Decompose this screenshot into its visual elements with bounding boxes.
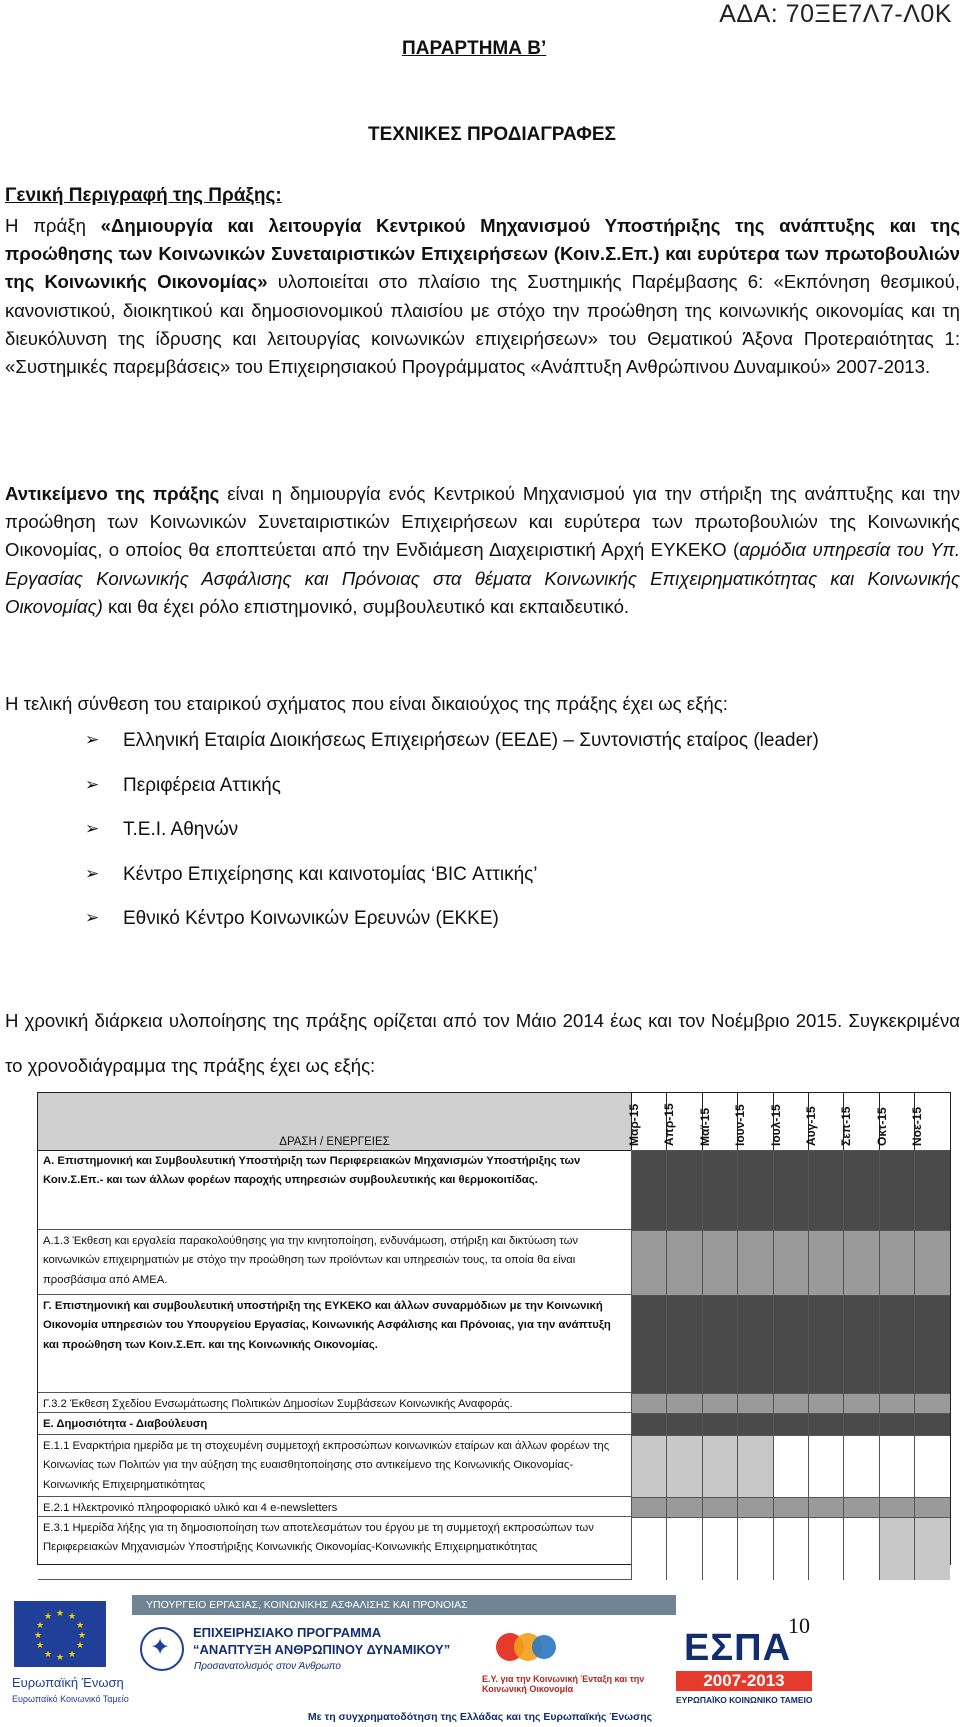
timeline-cell [843,1393,878,1413]
timeline-cell [808,1295,843,1393]
timeline-cell [773,1435,808,1497]
paragraph-duration: Η χρονική διάρκεια υλοποίησης της πράξης ορίζεται από τον Μάιο 2014 έως και τον Νοέμβριο 2015. Συγκεκριμένα το χρονοδιάγραμμα της πράξης έχει ως εξής: [5,1010,960,1076]
annex-title: ΠΑΡΑΡΤΗΜΑ Β’ [402,38,547,59]
actions-header: ΔΡΑΣΗ / ΕΝΕΡΓΕΙΕΣ [279,1136,390,1148]
timeline-cell [702,1295,737,1393]
table-row: Γ. Επιστημονική και συμβουλευτική υποστήριξη της ΕΥΚΕΚΟ και άλλων συναρμόδιων με την Κοινωνική Οικονομία υπηρεσιών του Υπουργείου Εργασίας, Κοινωνικής Ασφάλισης και Πρόνοιας, για την ανάπτυξη και προώθηση των Κοιν.Σ.Επ. και της Κοινωνικής Οικονομίας. [38,1295,631,1393]
timeline-cell [666,1295,701,1393]
cofunding-text: Με τη συγχρηματοδότηση της Ελλάδας και της Ευρωπαϊκής Ένωσης [307,1711,653,1723]
program-tagline: Προσανατολισμός στον Άνθρωπο [194,1661,341,1672]
paragraph-description [5,212,960,381]
arrow-bullet-icon: ➢ [85,863,100,883]
partner-name: Κέντρο Επιχείρησης και καινοτομίας ‘BIC Αττικής’ [123,863,538,885]
objective-label: Αντικείμενο της πράξης [5,483,220,504]
svg-text:★: ★ [75,1621,85,1631]
timeline-cell [666,1497,701,1517]
month-label: Νοε-15 [910,1106,925,1146]
list-item [85,775,819,820]
espa-years: 2007-2013 [676,1671,812,1691]
spec-title: ΤΕΧΝΙΚΕΣ ΠΡΟΔΙΑΓΡΑΦΕΣ [368,124,616,145]
timeline-cell [737,1295,772,1393]
timeline-cell [737,1150,772,1230]
svg-text:★: ★ [67,1612,77,1622]
timeline-cell [914,1230,949,1295]
timeline-cell [843,1230,878,1295]
month-label: Απρ-15 [662,1103,677,1146]
timeline-cell [843,1497,878,1517]
ministry-bar: ΥΠΟΥΡΓΕΙΟ ΕΡΓΑΣΙΑΣ, ΚΟΙΝΩΝΙΚΗΣ ΑΣΦΑΛΙΣΗΣ ΚΑΙ ΠΡΟΝΟΙΑΣ [132,1595,676,1615]
timeline-cell [879,1295,914,1393]
month-label: Σεπ-15 [839,1106,854,1146]
footer [0,1595,960,1727]
timeline-cell [773,1393,808,1413]
month-label: Μαϊ-15 [697,1107,712,1146]
timeline-cell [631,1393,666,1413]
timeline-cell [879,1393,914,1413]
timeline-cell [702,1393,737,1413]
timeline-cell [773,1295,808,1393]
svg-text:★: ★ [33,1631,43,1641]
arrow-bullet-icon: ➢ [85,908,100,927]
table-row: Γ.3.2 Έκθεση Σχεδίου Ενσωμάτωσης Πολιτικών Δημοσίων Συμβάσεων Κοινωνικής Αναφοράς. [38,1393,631,1413]
month-label: Αυγ-15 [804,1106,818,1146]
month-header [910,1093,950,1150]
page-number: 10 [788,1613,810,1638]
paragraph-objective [5,480,960,621]
program-title-1: ΕΠΙΧΕΙΡΗΣΙΑΚΟ ΠΡΟΓΡΑΜΜΑ [193,1625,382,1640]
section-heading: Γενική Περιγραφή της Πράξης: [5,185,282,206]
arrow-bullet-icon: ➢ [85,774,100,794]
timeline-cell [666,1517,701,1580]
timeline-cell [666,1393,701,1413]
timeline-cell [702,1497,737,1517]
compass-logo-icon [140,1627,184,1671]
timeline-cell [702,1435,737,1497]
espa-subtitle: ΕΥΡΩΠΑΪΚΟ ΚΟΙΝΩΝΙΚΟ ΤΑΜΕΙΟ [676,1695,813,1705]
table-row: Α.1.3 Έκθεση και εργαλεία παρακολούθησης για την κινητοποίηση, ενδυνάμωση, στήριξη και δικτύωση των κοινωνικών επιχειρηματιών με στόχο την προώθηση των προϊόντων και υπηρεσιών τους, τα οποία θα είναι προσβάσιμα από ΑΜΕΑ. [38,1230,631,1295]
month-label: Ιουλ-15 [768,1104,783,1146]
ey-logo-icon [490,1625,560,1669]
svg-text:★: ★ [55,1653,65,1663]
timeline-cell [702,1230,737,1295]
timeline-table [37,1092,951,1565]
program-title-2: “ΑΝΑΠΤΥΞΗ ΑΝΘΡΩΠΙΝΟΥ ΔΥΝΑΜΙΚΟΥ” [193,1642,451,1657]
timeline-cell [773,1517,808,1580]
timeline-cell [843,1413,878,1435]
month-label: Μαρ-15 [627,1103,641,1146]
timeline-cell [808,1435,843,1497]
timeline-cell [808,1230,843,1295]
timeline-cell [702,1150,737,1230]
list-item [85,864,819,909]
month-label: Ιουν-15 [733,1104,748,1146]
timeline-cell [737,1435,772,1497]
espa-logo: ΕΣΠΑ [684,1627,792,1669]
timeline-cell [808,1393,843,1413]
timeline-cell [631,1413,666,1435]
timeline-cell [914,1413,949,1435]
timeline-cell [914,1517,949,1580]
timeline-cell [879,1413,914,1435]
month-label: Οκτ-15 [874,1107,889,1146]
svg-text:★: ★ [43,1612,53,1622]
timeline-cell [631,1497,666,1517]
timeline-cell [737,1393,772,1413]
eu-label: Ευρωπαϊκή Ένωση [12,1675,124,1690]
timeline-cell [666,1230,701,1295]
timeline-cell [702,1517,737,1580]
p1-rest: υλοποιείται στο πλαίσιο της Συστημικής Παρέμβασης 6: «Εκπόνηση θεσμικού, κανονιστικού, διοικητικού και δημοσιονομικού πλαισίου με στόχο την προώθηση της κοινωνικής οικονομίας και τη διευκόλυνση της ίδρυσης και λειτουργίας κοινωνικών επιχειρήσεων» του Θεματικού Άξονα Προτεραιότητας 1: «Συστημικές παρεμβάσεις» του Επιχειρησιακού Προγράμματος «Ανάπτυξη Ανθρώπινου Δυναμικού» 2007-2013. [5,271,960,378]
timeline-cell [808,1150,843,1230]
timeline-cell [843,1435,878,1497]
partner-name: Περιφέρεια Αττικής [123,774,281,796]
table-row: Α. Επιστημονική και Συμβουλευτική Υποστήριξη των Περιφερειακών Μηχανισμών Υποστήριξης των Κοιν.Σ.Επ.- και των άλλων φορέων παροχής υπηρεσιών συμβουλευτικής και θερμοκοιτίδας. [38,1150,631,1230]
timeline-cell [879,1150,914,1230]
timeline-cell [631,1435,666,1497]
timeline-cell [879,1497,914,1517]
timeline-cell [843,1295,878,1393]
ey-label: Ε.Υ. για την Κοινωνική Ένταξη και την Κοινωνική Οικονομία [482,1674,645,1694]
ada-code: ΑΔΑ: 70ΞΕ7Λ7-Λ0Κ [719,0,952,28]
timeline-cell [914,1497,949,1517]
partner-name: Εθνικό Κέντρο Κοινωνικών Ερευνών (ΕΚΚΕ) [123,908,499,929]
timeline-cell [843,1150,878,1230]
timeline-cell [702,1413,737,1435]
p2-b: και θα έχει ρόλο επιστημονικό, συμβουλευτικό και εκπαιδευτικό. [102,595,630,617]
timeline-cell [879,1517,914,1580]
timeline-cell [737,1497,772,1517]
timeline-cell [879,1435,914,1497]
timeline-cell [666,1413,701,1435]
timeline-cell [631,1517,666,1580]
timeline-cell [914,1295,949,1393]
project-title: «Δημιουργία και λειτουργία Κεντρικού Μηχανισμού Υποστήριξης της ανάπτυξης και της προώθησης των Κοινωνικών Συνεταιριστικών Επιχειρήσεων (Κοιν.Σ.Επ.) και ευρύτερα των πρωτοβουλιών της Κοινωνικής Οικονομίας» [5,215,960,293]
table-row: Ε.2.1 Ηλεκτρονικό πληροφοριακό υλικό και 4 e-newsletters [38,1497,631,1517]
timeline-cell [808,1413,843,1435]
p2-a: είναι η δημιουργία ενός Κεντρικού Μηχανισμού για την στήριξη της ανάπτυξης και την προώθηση των Κοινωνικών Συνεταιριστικών Επιχειρήσεων και ευρύτερα των πρωτοβουλιών της Κοινωνικής Οικονομίας, ο οποίος θα εποπτεύεται από την Ενδιάμεση Διαχειριστική Αρχή ΕΥΚΕΚΟ ( [5,483,960,561]
partner-list [85,730,819,953]
timeline-cell [914,1150,949,1230]
month-header [733,1093,773,1150]
eu-flag-icon [14,1601,106,1667]
list-item [85,819,819,864]
table-row: Ε.3.1 Ημερίδα λήξης για τη δημοσιοποίηση των αποτελεσμάτων του έργου με τη συμμετοχή εκπροσώπων των Περιφερειακών Μηχανισμών Υποστήριξης Κοινωνικής Οικονομίας-Κοινωνικής Επιχειρηματικότητας [38,1517,631,1580]
timeline-cell [737,1230,772,1295]
arrow-bullet-icon: ➢ [85,730,100,749]
timeline-cell [737,1517,772,1580]
timeline-cell [773,1413,808,1435]
p1-intro: Η πράξη [5,215,101,236]
timeline-cell [843,1517,878,1580]
partner-name: Ελληνική Εταιρία Διοικήσεως Επιχειρήσεων (ΕΕΔΕ) – Συντονιστής εταίρος (leader) [123,730,819,751]
month-header [839,1093,879,1150]
timeline-cell [808,1497,843,1517]
timeline-cell [773,1230,808,1295]
svg-text:★: ★ [43,1650,53,1660]
svg-text:★: ★ [35,1641,45,1651]
p2-italic: αρμόδια υπηρεσία του Υπ. Εργασίας Κοινωνικής Ασφάλισης και Πρόνοιας στα θέματα Κοινωνικής Επιχειρηματικότητας και Κοινωνικής Οικονομίας) [5,539,960,617]
arrow-bullet-icon: ➢ [85,819,100,838]
partner-name: Τ.Ε.Ι. Αθηνών [123,819,239,840]
timeline-cell [666,1435,701,1497]
list-item [85,908,819,953]
timeline-cell [773,1497,808,1517]
timeline-cell [773,1150,808,1230]
timeline-cell [631,1230,666,1295]
paragraph-partnership: Η τελική σύνθεση του εταιρικού σχήματος που είναι δικαιούχος της πράξης έχει ως εξής: [5,693,728,714]
timeline-cell [914,1435,949,1497]
svg-text:★: ★ [77,1631,87,1641]
svg-text:★: ★ [35,1621,45,1631]
timeline-cell [808,1517,843,1580]
table-row: Ε. Δημοσιότητα - Διαβούλευση [38,1413,631,1435]
timeline-cell [879,1230,914,1295]
list-item [85,730,819,775]
timeline-cell [631,1150,666,1230]
timeline-cell [737,1413,772,1435]
table-header [38,1093,631,1151]
table-row: Ε.1.1 Εναρκτήρια ημερίδα με τη στοχευμένη συμμετοχή εκπροσώπων κοινωνικών εταίρων και άλλων φορέων της Κοινωνίας των Πολιτών για την αύξηση της ευαισθητοποίησης στο αντικείμενο της Κοινωνικής Οικονομίας-Κοινωνικής Επιχειρηματικότητας [38,1435,631,1497]
month-header [662,1093,702,1150]
timeline-cell [914,1393,949,1413]
svg-text:★: ★ [55,1609,65,1619]
svg-text:★: ★ [75,1641,85,1651]
timeline-cell [631,1295,666,1393]
svg-text:★: ★ [67,1650,77,1660]
timeline-cell [666,1150,701,1230]
esf-label: Ευρωπαϊκό Κοινωνικό Ταμείο [12,1694,129,1704]
